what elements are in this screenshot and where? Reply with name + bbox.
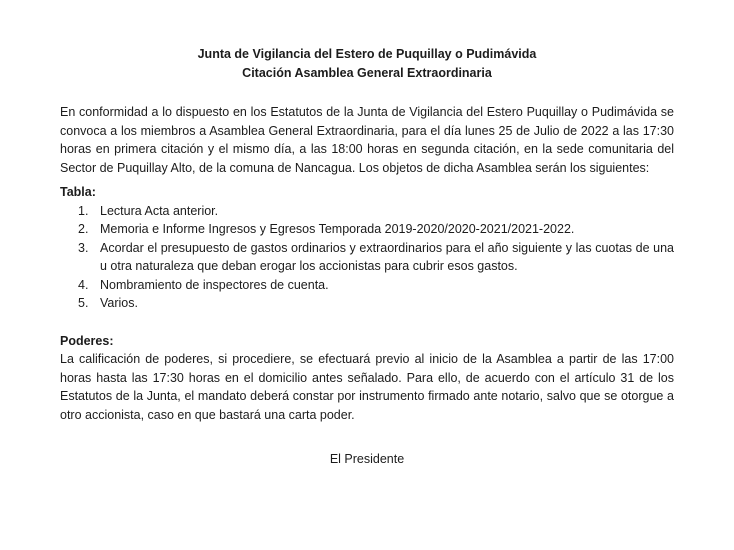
intro-paragraph: En conformidad a lo dispuesto en los Estatutos de la Junta de Vigilancia del Estero Puquillay o Pudimávida se convoca a los miembros a Asamblea General Extraordinaria, para el día lunes 25 de Julio de 2022 a las 17:30 horas en primera citación y el mismo día, a las 18:00 horas en segunda citación, en la sede comunitaria del Sector de Puquillay Alto, de la comuna de Nancagua. Los objetos de dicha Asamblea serán los siguientes:: [60, 105, 674, 175]
poderes-heading: Poderes:: [60, 333, 114, 348]
poderes-paragraph: La calificación de poderes, si procediere, se efectuará previo al inicio de la Asamblea a partir de las 17:00 horas hasta las 17:30 horas en el domicilio antes señalado. Para ello, de acuerdo con el artículo 31 de los Estatutos de la Junta, el mandato deberá constar por instrumento firmado ante notario, salvo que se otorgue a otro accionista, caso en que bastará una carta poder.: [60, 352, 674, 422]
document-title-line2: Citación Asamblea General Extraordinaria: [242, 65, 492, 80]
signature-line: El Presidente: [329, 452, 405, 466]
tabla-list-item: Memoria e Informe Ingresos y Egresos Temporada 2019-2020/2020-2021/2021-2022.: [100, 222, 575, 236]
tabla-list-item: Lectura Acta anterior.: [100, 203, 219, 218]
tabla-list-item: Varios.: [100, 296, 138, 310]
tabla-list: [60, 202, 674, 313]
document-title: [60, 45, 674, 82]
tabla-list-item: Nombramiento de inspectores de cuenta.: [100, 277, 329, 292]
tabla-list-item: Acordar el presupuesto de gastos ordinarios y extraordinarios para el año siguiente y las cuotas de una u otra naturaleza que deban erogar los accionistas para cubrir esos gastos.: [100, 240, 674, 273]
tabla-heading: Tabla:: [60, 185, 96, 199]
document-title-line1: Junta de Vigilancia del Estero de Puquillay o Pudimávida: [197, 47, 537, 61]
